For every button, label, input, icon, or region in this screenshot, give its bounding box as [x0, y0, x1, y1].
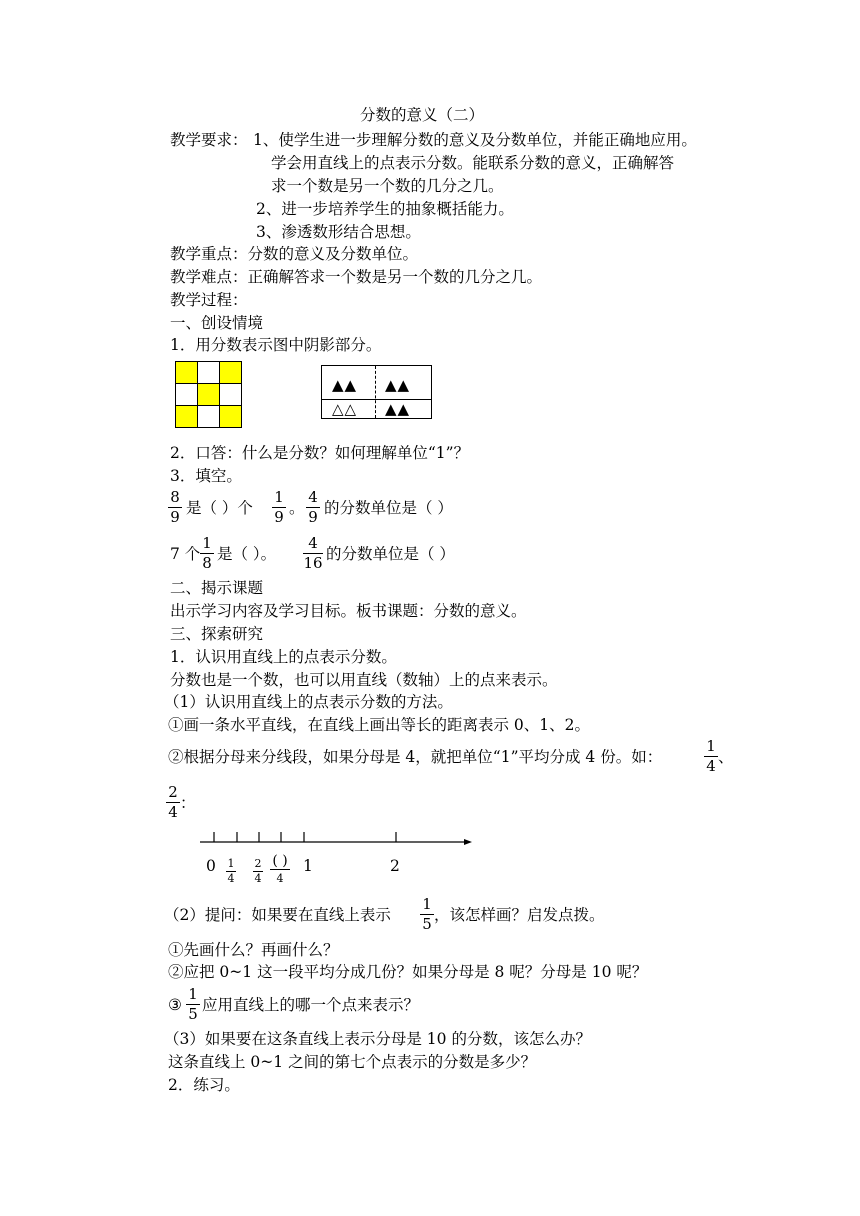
paragraph: ①先画什么？再画什么？ — [168, 941, 339, 959]
requirement-2: 2、进一步培养学生的抽象概括能力。 — [256, 200, 514, 218]
fraction: 1 9 — [272, 489, 286, 526]
paragraph: 这条直线上 0~1 之间的第七个点表示的分数是多少？ — [168, 1053, 537, 1071]
fraction: 4 16 — [303, 534, 323, 572]
separator: 、 — [718, 748, 734, 766]
triangle-group-bottom-right: ▲▲ — [385, 400, 411, 418]
tick-label-blank-quarter: ( ) 4 — [270, 854, 290, 886]
tick-label-1: 1 — [303, 857, 313, 875]
section-2-heading: 二、揭示课题 — [170, 579, 264, 597]
triangle-group-bottom-left: △△ — [332, 400, 358, 418]
paragraph: ，该怎样画？启发点拨。 — [434, 906, 605, 924]
requirement-1-line-3: 求一个数是另一个数的几分之几。 — [271, 177, 504, 195]
section-1-heading: 一、创设情境 — [170, 314, 264, 332]
requirements-label: 教学要求： — [170, 131, 248, 149]
tick-label-quarter: 1 4 — [227, 857, 235, 885]
fill-text: 。 — [289, 499, 305, 517]
key-points: 教学重点：分数的意义及分数单位。 — [170, 245, 419, 263]
question-3: 3．填空。 — [170, 467, 242, 485]
paragraph: （1）认识用直线上的点表示分数的方法。 — [164, 693, 453, 711]
question-1: 1．用分数表示图中阴影部分。 — [170, 336, 382, 354]
requirement-1-line-1: 1、使学生进一步理解分数的意义及分数单位，并能正确地应用。 — [253, 131, 697, 149]
process-label: 教学过程： — [170, 291, 248, 309]
page-title: 分数的意义（二） — [360, 106, 485, 124]
paragraph: ③ — [168, 996, 182, 1014]
fill-text: 的分数单位是（ ） — [326, 545, 455, 563]
tick-label-two-quarters: 2 4 — [254, 857, 262, 885]
fraction: 4 9 — [306, 489, 320, 526]
paragraph: （2）提问：如果要在直线上表示 — [164, 906, 391, 924]
section-2-text: 出示学习内容及学习目标。板书课题：分数的意义。 — [170, 602, 527, 620]
fill-text: 的分数单位是（ ） — [324, 499, 453, 517]
fraction: 1 8 — [200, 535, 214, 572]
triangle-group-top-left: ▲▲ — [332, 376, 358, 394]
fill-text: 7 个 — [170, 545, 201, 563]
paragraph: ①画一条水平直线，在直线上画出等长的距离表示 0、1、2。 — [168, 716, 591, 734]
requirement-1-line-2: 学会用直线上的点表示分数。能联系分数的意义，正确解答 — [271, 154, 675, 172]
section-3-heading: 三、探索研究 — [170, 625, 264, 643]
paragraph: ②根据分母来分线段，如果分母是 4，就把单位“1”平均分成 4 份。如： — [168, 748, 663, 766]
paragraph: 分数也是一个数，也可以用直线（数轴）上的点来表示。 — [170, 671, 558, 689]
requirement-3: 3、渗透数形结合思想。 — [256, 223, 421, 241]
fraction: 8 9 — [168, 489, 182, 526]
fraction: 1 4 — [704, 738, 718, 775]
paragraph: （3）如果要在这条直线上表示分母是 10 的分数，该怎么办？ — [164, 1030, 591, 1048]
triangle-group-top-right: ▲▲ — [385, 376, 411, 394]
tick-label-0: 0 — [206, 857, 216, 875]
colon: ： — [180, 794, 196, 812]
fraction: 1 5 — [420, 896, 434, 933]
paragraph: ②应把 0~1 这一段平均分成几份？如果分母是 8 呢？分母是 10 呢？ — [168, 963, 648, 981]
fraction: 1 5 — [186, 986, 200, 1023]
tick-label-2: 2 — [390, 857, 400, 875]
question-2: 2．口答：什么是分数？如何理解单位“1”？ — [170, 444, 470, 462]
fraction: 2 4 — [166, 784, 180, 821]
difficulties: 教学难点：正确解答求一个数是另一个数的几分之几。 — [170, 268, 543, 286]
fill-text: 是（ ）。 — [217, 545, 277, 563]
paragraph: 2．练习。 — [168, 1076, 240, 1094]
paragraph: 应用直线上的哪一个点来表示？ — [202, 996, 420, 1014]
fill-text: 是（ ）个 — [186, 499, 253, 517]
paragraph: 1．认识用直线上的点表示分数。 — [170, 648, 397, 666]
